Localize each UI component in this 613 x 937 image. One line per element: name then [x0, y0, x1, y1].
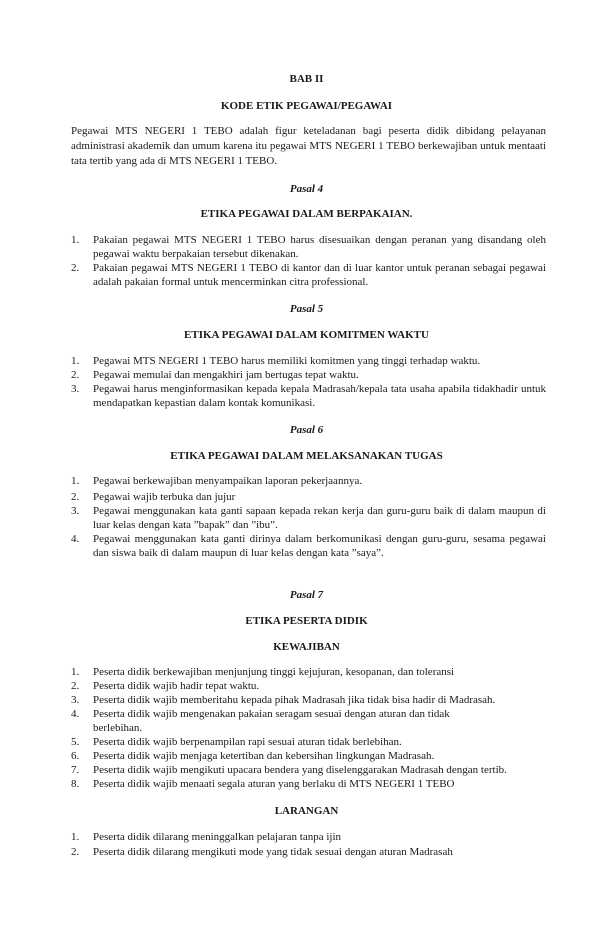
list-item-number: 7. [71, 764, 80, 776]
pasal-4-label: Pasal 4 [289, 183, 324, 195]
list-item [71, 778, 546, 792]
list-item-text: Pegawai harus menginformasikan kepada kepala Madrasah/kepala tata usaha apabila tidakhadir untuk mendapatkan kepastian dalam kontak komunikasi. [93, 383, 546, 409]
list-item-number: 1. [71, 831, 80, 843]
list-item-number: 8. [71, 778, 80, 790]
list-item-text: Peserta didik wajib menjaga ketertiban dan kebersihan lingkungan Madrasah. [93, 750, 435, 762]
list-item-text: Pegawai wajib terbuka dan jujur [93, 491, 236, 503]
pasal-7-heading: ETIKA PESERTA DIDIK [245, 615, 368, 627]
intro-paragraph: Pegawai MTS NEGERI 1 TEBO adalah figur keteladanan bagi peserta didik dibidang pelayanan administrasi akademik dan umum karena itu pegawai MTS NEGERI 1 TEBO berkewajiban untuk mentaati tata tertib yang ada di MTS NEGERI 1 TEBO. [71, 125, 546, 167]
pasal-4-heading: ETIKA PEGAWAI DALAM BERPAKAIAN. [200, 208, 413, 220]
list-item [71, 694, 546, 708]
list-item [71, 383, 546, 410]
list-item [71, 533, 546, 560]
list-item [71, 666, 546, 680]
list-item-text: Pegawai menggunakan kata ganti sapaan kepada rekan kerja dan guru-guru baik di dalam maupun di luar kelas dengan kata ”bapak” dan ”ibu”. [93, 505, 546, 531]
list-item [71, 505, 546, 532]
pasal-6-label: Pasal 6 [289, 424, 324, 436]
list-item-text: Pegawai berkewajiban menyampaikan laporan pekerjaannya. [93, 475, 363, 487]
document-title: KODE ETIK PEGAWAI/PEGAWAI [220, 100, 393, 112]
list-item [71, 491, 546, 505]
list-item-number: 2. [71, 262, 80, 274]
list-item-text: Peserta didik wajib hadir tepat waktu. [93, 680, 260, 692]
list-item-text: Peserta didik berkewajiban menjunjung tinggi kejujuran, kesopanan, dan toleransi [93, 666, 455, 678]
list-item [71, 262, 546, 289]
list-item [71, 680, 546, 694]
list-item-number: 1. [71, 355, 80, 367]
list-item-number: 6. [71, 750, 80, 762]
list-item-number: 4. [71, 708, 80, 720]
list-item-text: Pakaian pegawai MTS NEGERI 1 TEBO harus disesuaikan dengan peranan yang disandang oleh pegawai waktu berpakaian tersebut dikenakan. [93, 234, 546, 260]
list-item-text: Peserta didik wajib mengikuti upacara bendera yang diselenggarakan Madrasah dengan tertib. [93, 764, 507, 776]
list-item-number: 2. [71, 369, 80, 381]
pasal-6-heading: ETIKA PEGAWAI DALAM MELAKSANAKAN TUGAS [170, 450, 443, 462]
list-item [71, 369, 546, 383]
list-item [71, 736, 546, 750]
list-item-number: 2. [71, 491, 80, 503]
list-item-text: Pegawai memulai dan mengakhiri jam bertugas tepat waktu. [93, 369, 359, 381]
list-item-number: 1. [71, 666, 80, 678]
list-item-text: Pakaian pegawai MTS NEGERI 1 TEBO di kantor dan di luar kantor untuk peranan sebagai pegawai adalah pakaian formal untuk mencerminkan citra professional. [93, 262, 546, 288]
list-item-number: 1. [71, 475, 80, 487]
list-item-number: 4. [71, 533, 80, 545]
list-item-number: 3. [71, 505, 80, 517]
list-item-number: 3. [71, 694, 80, 706]
list-item-number: 5. [71, 736, 80, 748]
list-item-text: Peserta didik dilarang mengikuti mode yang tidak sesuai dengan aturan Madrasah [93, 846, 453, 858]
list-item-text: Peserta didik dilarang meninggalkan pelajaran tanpa ijin [93, 831, 342, 843]
list-item-text: Pegawai MTS NEGERI 1 TEBO harus memiliki komitmen yang tinggi terhadap waktu. [93, 355, 481, 367]
list-item-text: Peserta didik wajib memberitahu kepada pihak Madrasah jika tidak bisa hadir di Madrasah. [93, 694, 496, 706]
pasal-5-label: Pasal 5 [289, 303, 324, 315]
list-item [71, 831, 546, 845]
list-item [71, 475, 546, 489]
list-item-text: Peserta didik wajib mengenakan pakaian seragam sesuai dengan aturan dan tidak berlebihan. [93, 708, 450, 734]
pasal-7-label: Pasal 7 [289, 589, 324, 601]
list-item [71, 750, 546, 764]
list-item-text: Peserta didik wajib menaati segala aturan yang berlaku di MTS NEGERI 1 TEBO [93, 778, 455, 790]
kewajiban-heading: KEWAJIBAN [273, 641, 340, 653]
list-item [71, 234, 546, 261]
list-item-text: Pegawai menggunakan kata ganti dirinya dalam berkomunikasi dengan guru-guru, sesama pegawai dan siswa baik di dalam maupun di luar kelas dengan kata ”saya”. [93, 533, 546, 559]
list-item-number: 3. [71, 383, 80, 395]
chapter-label: BAB II [289, 73, 324, 85]
list-item [71, 846, 546, 860]
list-item-number: 2. [71, 846, 80, 858]
list-item-text: Peserta didik wajib berpenampilan rapi sesuai aturan tidak berlebihan. [93, 736, 402, 748]
list-item [71, 355, 546, 369]
list-item-number: 2. [71, 680, 80, 692]
list-item [71, 764, 546, 778]
larangan-heading: LARANGAN [274, 805, 339, 817]
pasal-5-heading: ETIKA PEGAWAI DALAM KOMITMEN WAKTU [184, 329, 429, 341]
list-item [71, 708, 546, 735]
list-item-number: 1. [71, 234, 80, 246]
